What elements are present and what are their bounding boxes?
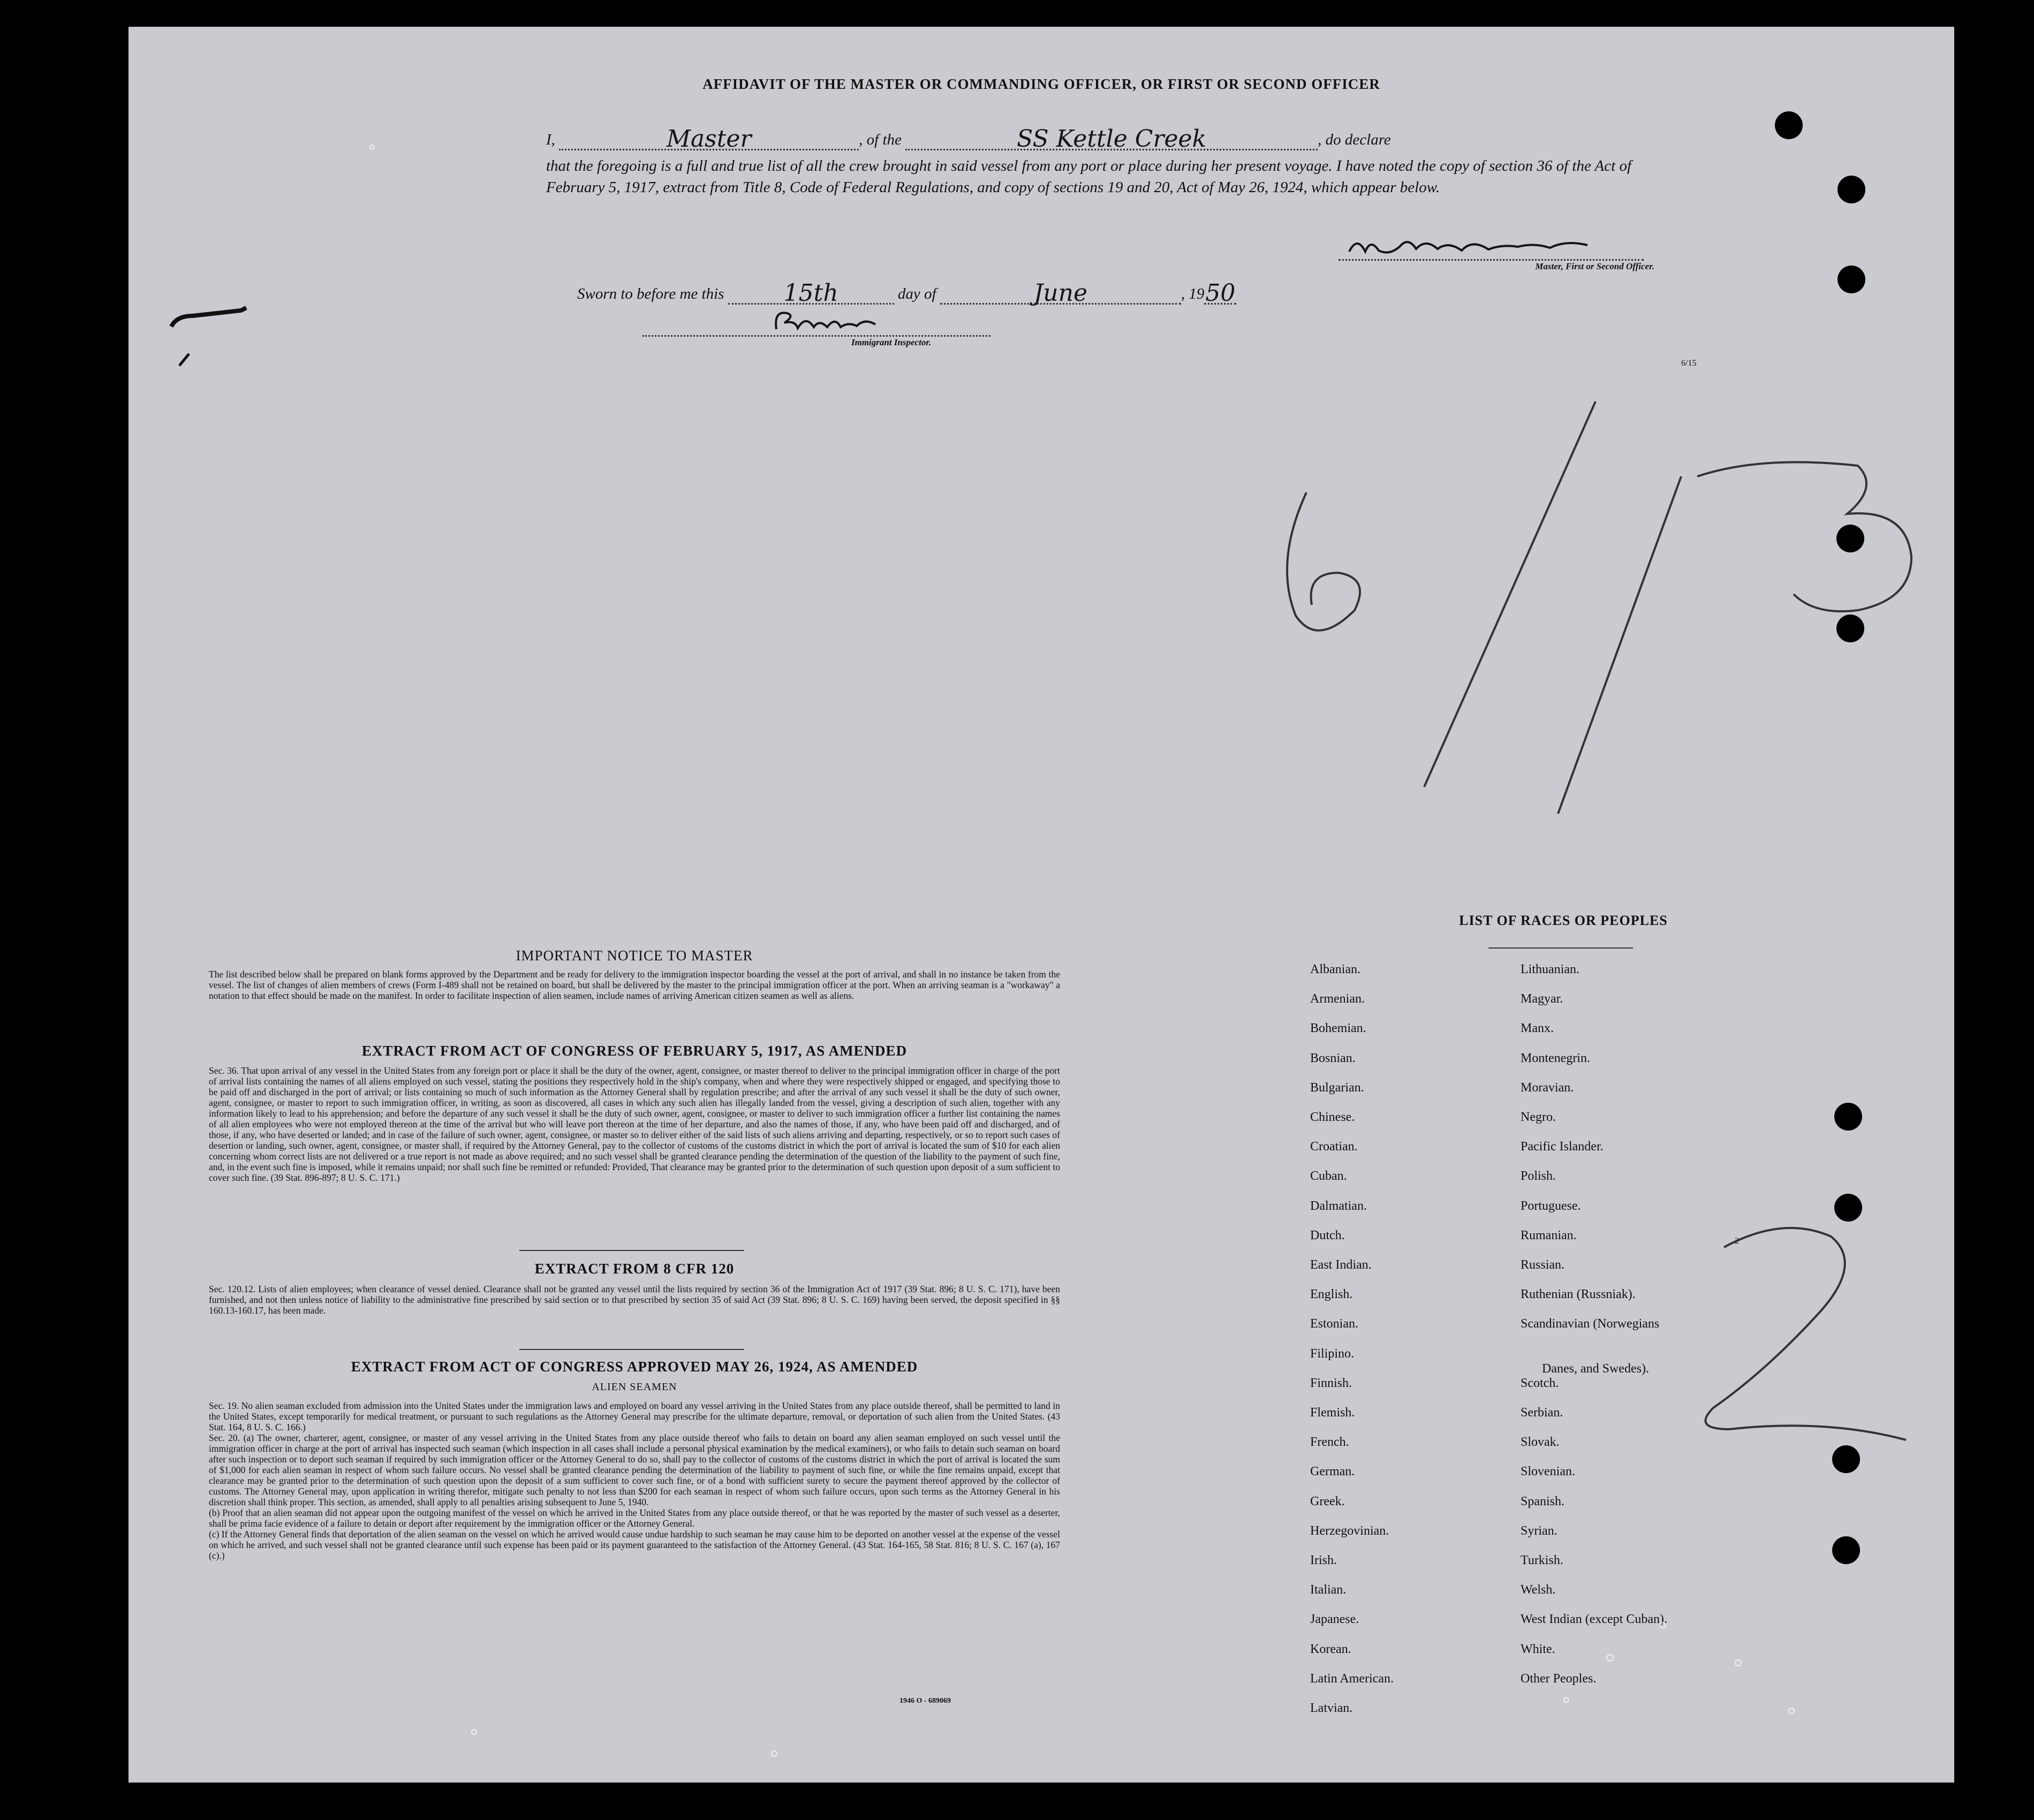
race-item: Russian. [1521, 1258, 1565, 1272]
race-item: Armenian. [1310, 992, 1365, 1006]
race-item: French. [1310, 1435, 1349, 1450]
inspector-caption: Immigrant Inspector. [851, 337, 932, 347]
race-item: Welsh. [1521, 1583, 1556, 1597]
divider [519, 1349, 744, 1350]
race-item: Japanese. [1310, 1612, 1359, 1627]
scan-speck [1788, 1708, 1795, 1714]
race-item: Italian. [1310, 1583, 1347, 1597]
race-item: Greek. [1310, 1494, 1345, 1508]
race-item: Ruthenian (Russniak). [1521, 1287, 1636, 1302]
handwritten-page-number: 2 [1735, 1237, 1739, 1246]
punch-hole [1834, 1103, 1862, 1131]
sec-19-text: Sec. 19. No alien seaman excluded from admission into the United States under the immigration laws and employed on board any vessel arriving in the United States from any place outside thereof, shall be permitted to land in the United States, except temporarily for medical treatment, or pursuant to such regulations as the Attorney General may prescribe for the ultimate departure, removal, or deportation of such alien from the United States. (43 Stat. 164, 8 U. S. C. 166.) [209, 1400, 1060, 1432]
race-item: Serbian. [1521, 1406, 1563, 1420]
race-item: Cuban. [1310, 1169, 1347, 1184]
race-item: Rumanian. [1521, 1228, 1577, 1242]
punch-hole [1836, 615, 1864, 642]
sec-20b-text: (b) Proof that an alien seaman did not appear upon the outgoing manifest of the vessel on which he arrived in the United States from any place outside thereof, or that he was reported by the master of such vessel as a deserter, shall be prima facie evidence of a failure to detain or deport after requirement by the immigration officer or the Attorney General. [209, 1507, 1060, 1529]
race-item: Irish. [1310, 1553, 1337, 1567]
sec-20a-text: Sec. 20. (a) The owner, charterer, agent, consignee, or master of any vessel arriving in the United States from any place outside thereof who fails to detain on board any alien seaman employed on such vessel until the immigration officer in charge at the port of arrival has inspected such seaman (which inspection in all cases shall include a personal physical examination by the medical examiners), or who fails to detain such seaman on board after such inspection or to deport such seaman if required by such immigration officer or the Attorney General to do so, shall pay to the collector of customs of the customs district in which the port of arrival is located the sum of $1,000 for each alien seaman in respect of whom such failure occurs. No vessel shall be granted clearance pending the determination of the liability to payment of such fine, or while the fine remains unpaid, except that clearance may be granted prior to the determination of such question upon the deposit of a sum sufficient to cover such fine, or of a bond with sufficient surety to secure the payment thereof approved by the collector of customs. The Attorney General may, upon application in writing therefor, mitigate such penalty to not less than $200 for each seaman in respect of whom such failure occurs, upon such terms as the Attorney General in his discretion shall think proper. This section, as amended, shall apply to all penalties arising subsequent to June 5, 1940. [209, 1432, 1060, 1507]
extract-1917-title: EXTRACT FROM ACT OF CONGRESS OF FEBRUARY 5, 1917, AS AMENDED [361, 1043, 908, 1059]
declaration-prefix: I, [546, 131, 555, 148]
punch-hole [1838, 266, 1865, 293]
extract-1924-body [209, 1400, 1060, 1561]
race-item: Bohemian. [1310, 1021, 1366, 1036]
scan-speck [1563, 1697, 1569, 1703]
race-item: Estonian. [1310, 1317, 1358, 1331]
scan-speck [1606, 1654, 1614, 1662]
race-item: English. [1310, 1287, 1353, 1302]
affidavit-body: that the foregoing is a full and true list of all the crew brought in said vessel from any port or place during her present voyage. I have noted the copy of section 36 of the Act of February 5, 1917, extract from Title 8, Code of Federal Regulations, and copy of sections 19 and 20, Act of May 26, 1924, which appear below. [546, 157, 1632, 196]
affidavit-title: AFFIDAVIT OF THE MASTER OR COMMANDING OFFICER, OR FIRST OR SECOND OFFICER [702, 76, 1380, 92]
race-item: Scandinavian (Norwegians [1521, 1317, 1660, 1331]
race-item: Flemish. [1310, 1406, 1355, 1420]
race-item: Finnish. [1310, 1376, 1352, 1390]
punch-hole [1775, 111, 1803, 139]
race-item: Danes, and Swedes). [1542, 1361, 1649, 1376]
race-item: West Indian (except Cuban). [1521, 1612, 1667, 1627]
race-item: Polish. [1521, 1169, 1556, 1184]
extract-cfr-title: EXTRACT FROM 8 CFR 120 [534, 1261, 735, 1277]
extract-1924-title: EXTRACT FROM ACT OF CONGRESS APPROVED MAY 26, 1924, AS AMENDED [351, 1359, 918, 1375]
day-of-label: day of [897, 285, 936, 302]
extract-cfr-text: Sec. 120.12. Lists of alien employees; when clearance of vessel denied. Clearance shall not be granted any vessel until the lists required by section 36 of the Immigration Act of 1917 (39 Stat. 896; 8 U. S. C. 171), have been furnished, and not then unless notice of liability to the administrative fine prescribed by said section or to that prescribed by section 35 of said Act (39 Stat. 896; 8 U. S. C. 169) having been served, the deposit specified in §§ 160.13-160.17, has been made. [209, 1284, 1060, 1316]
divider [519, 1250, 744, 1251]
scan-speck [471, 1729, 477, 1735]
race-item: Albanian. [1310, 962, 1360, 976]
race-item: Bulgarian. [1310, 1080, 1364, 1095]
race-item: Latvian. [1310, 1701, 1353, 1715]
race-item: Korean. [1310, 1642, 1351, 1656]
officer-title-handwriting: Master [666, 125, 752, 153]
document-page [128, 27, 1954, 1783]
race-item: Turkish. [1521, 1553, 1563, 1567]
race-item: Portuguese. [1521, 1199, 1581, 1213]
year-prefix: , 19 [1181, 285, 1205, 302]
race-item: Filipino. [1310, 1346, 1355, 1361]
races-title: LIST OF RACES OR PEOPLES [1459, 913, 1668, 928]
race-item: Manx. [1521, 1021, 1554, 1036]
declaration-suffix: , do declare [1318, 131, 1391, 148]
race-item: Latin American. [1310, 1671, 1394, 1686]
race-item: Other Peoples. [1521, 1671, 1597, 1686]
race-item: East Indian. [1310, 1258, 1372, 1272]
race-item: Negro. [1521, 1110, 1556, 1124]
sworn-day-handwriting: 15th [783, 279, 838, 307]
race-item: Slovak. [1521, 1435, 1560, 1450]
sworn-year-handwriting: 50 [1205, 279, 1236, 307]
handwritten-fraction: 6/15 [1681, 359, 1697, 368]
race-item: Scotch. [1521, 1376, 1559, 1390]
notice-text: The list described below shall be prepared on blank forms approved by the Department and be ready for delivery to the immigration inspector boarding the vessel at the port of arrival, and shall in no instance be taken from the vessel. The list of changes of alien members of crews (Form I-489 shall not be retained on board, but shall be delivered by the master to the principal immigration officer at the port. When an arriving seaman is a "workaway" a notation to that effect should be made on the manifest. In order to facilitate inspection of alien seamen, include names of arriving American citizen seamen as well as aliens. [209, 969, 1060, 1001]
divider [1488, 947, 1633, 949]
race-item: Montenegrin. [1521, 1051, 1590, 1065]
race-item: German. [1310, 1465, 1355, 1479]
race-item: Spanish. [1521, 1494, 1565, 1508]
race-item: Slovenian. [1521, 1465, 1575, 1479]
sworn-month-handwriting: June [1033, 279, 1088, 307]
scan-speck [369, 145, 375, 150]
punch-hole [1836, 525, 1864, 552]
punch-hole [1834, 1194, 1862, 1222]
race-item: Herzegovinian. [1310, 1523, 1389, 1538]
scan-speck [1660, 1622, 1666, 1628]
punch-hole [1838, 176, 1865, 203]
sec-20c-text: (c) If the Attorney General finds that deportation of the alien seaman on the vessel on which he arrived would cause undue hardship to such seaman he may cause him to be deported on another vessel at the expense of the vessel on which he arrived, and such vessel shall not be granted clearance until such expense has been paid or its payment guaranteed to the satisfaction of the Attorney General. (43 Stat. 164-165, 58 Stat. 816; 8 U. S. C. 167 (a), 167 (c).) [209, 1529, 1060, 1561]
race-item: Croatian. [1310, 1140, 1358, 1154]
punch-hole [1832, 1445, 1860, 1473]
scan-speck [1735, 1659, 1742, 1666]
sworn-prefix: Sworn to before me this [577, 285, 724, 302]
race-item: Syrian. [1521, 1523, 1557, 1538]
extract-1917-text: Sec. 36. That upon arrival of any vessel in the United States from any foreign port or place it shall be the duty of the owner, agent, consignee, or master thereof to deliver to the principal immigration officer in charge of the port of arrival lists containing the names of all aliens employed on such vessel, stating the positions they respectively hold in the ship's company, when and where they were respectively shipped or engaged, and specifying those to be paid off and discharged in the port of arrival; or lists containing so much of such information as the Attorney General shall by regulation prescribe; and after the arrival of any such vessel it shall be the duty of such owner, agent, consignee, or master to report to such immigration officer, in writing, as soon as discovered, all cases in which any such alien has illegally landed from the vessel, giving a description of such alien, together with any information likely to lead to his apprehension; and before the departure of any such vessel it shall be the duty of such owner, agent, consignee, or master to deliver to such immigration officer a further list containing the names of all alien employees who were not employed thereon at the time of the arrival but who will leave port thereon at the time of her departure, and also the names of those, if any, who have been paid off and discharged, and of those, if any, who have deserted or landed; and in case of the failure of such owner, agent, consignee, or master so to deliver either of the said lists of such aliens arriving and departing, respectively, or so to report such cases of desertion or landing, such owner, agent, consignee, or master shall, if required by the Attorney General, pay to the collector of customs of the customs district in which the port of arrival is located the sum of $10 for each alien concerning whom correct lists are not delivered or a true report is not made as above required; and no such vessel shall be granted clearance pending the determination of the question of the liability to the payment of such fine, and, in the event such fine is imposed, while it remains unpaid; nor shall such fine be remitted or refunded: Provided, That clearance may be granted prior to the determination of such question upon deposit of a sum sufficient to cover such fine. (39 Stat. 896-897; 8 U. S. C. 171.) [209, 1065, 1060, 1183]
race-item: Magyar. [1521, 992, 1563, 1006]
race-item: Pacific Islander. [1521, 1140, 1604, 1154]
race-item: Moravian. [1521, 1080, 1574, 1095]
race-item: Dutch. [1310, 1228, 1345, 1242]
scan-speck [771, 1750, 777, 1757]
race-item: Dalmatian. [1310, 1199, 1367, 1213]
print-code: 1946 O - 689069 [899, 1697, 951, 1705]
punch-hole [1832, 1536, 1860, 1564]
master-signature-caption: Master, First or Second Officer. [1535, 261, 1654, 271]
vessel-name-handwriting: SS Kettle Creek [1017, 125, 1207, 153]
declaration-mid: , of the [859, 131, 902, 148]
notice-title: IMPORTANT NOTICE TO MASTER [516, 947, 753, 964]
race-item: White. [1521, 1642, 1555, 1656]
race-item: Chinese. [1310, 1110, 1355, 1124]
extract-1924-subtitle: ALIEN SEAMEN [592, 1381, 677, 1393]
race-item: Bosnian. [1310, 1051, 1356, 1065]
race-item: Lithuanian. [1521, 962, 1579, 976]
